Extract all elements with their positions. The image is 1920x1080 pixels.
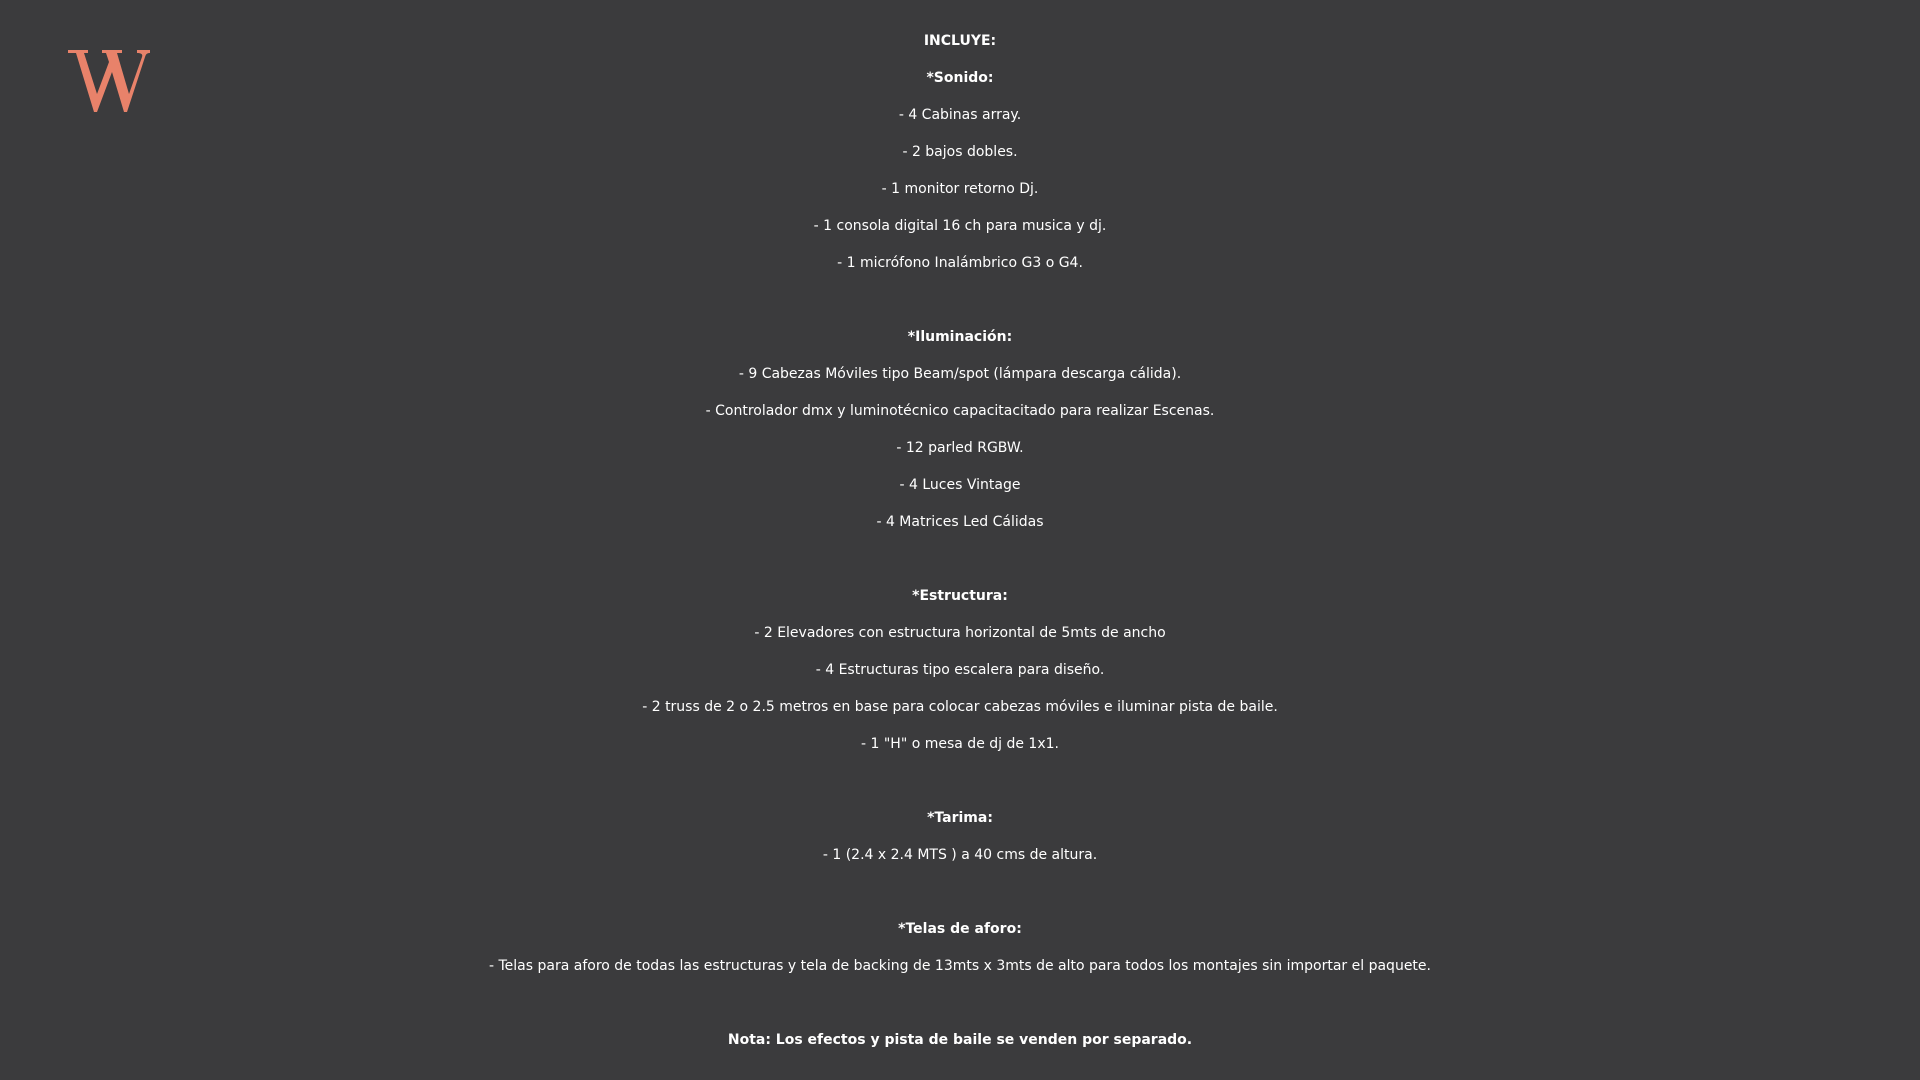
section-title: *Iluminación: xyxy=(907,329,1013,345)
section-title: *Estructura: xyxy=(912,588,1008,604)
section-sonido xyxy=(0,60,1920,282)
list-item: - 9 Cabezas Móviles tipo Beam/spot (lámpara descarga cálida). xyxy=(738,366,1182,382)
section-title: *Tarima: xyxy=(927,810,993,826)
list-item: - 4 Estructuras tipo escalera para diseño. xyxy=(815,662,1105,678)
spacer xyxy=(0,874,1920,911)
list-item: - Telas para aforo de todas las estructuras y tela de backing de 13mts x 3mts de alto para todos los montajes sin importar el paquete. xyxy=(489,958,1431,974)
list-item: - 1 consola digital 16 ch para musica y dj. xyxy=(813,218,1107,234)
list-item: - Controlador dmx y luminotécnico capacitacitado para realizar Escenas. xyxy=(705,403,1215,419)
list-item: - 2 truss de 2 o 2.5 metros en base para colocar cabezas móviles e iluminar pista de baile. xyxy=(642,699,1278,715)
list-item: - 1 "H" o mesa de dj de 1x1. xyxy=(861,736,1059,752)
section-title: *Telas de aforo: xyxy=(898,921,1022,937)
section-iluminacion xyxy=(0,319,1920,541)
section-estructura xyxy=(0,578,1920,763)
list-item: - 12 parled RGBW. xyxy=(896,440,1024,456)
section-tarima xyxy=(0,800,1920,874)
list-item: - 1 micrófono Inalámbrico G3 o G4. xyxy=(837,255,1083,271)
section-title: *Sonido: xyxy=(926,70,994,86)
list-item: - 4 Luces Vintage xyxy=(899,477,1021,493)
list-item: - 4 Cabinas array. xyxy=(898,107,1022,123)
spacer xyxy=(0,282,1920,319)
note-text: Nota: Los efectos y pista de baile se venden por separado. xyxy=(727,1032,1193,1048)
list-item: - 2 bajos dobles. xyxy=(902,144,1018,160)
heading-incluye: INCLUYE: xyxy=(923,33,997,49)
list-item: - 1 monitor retorno Dj. xyxy=(881,181,1039,197)
section-telas-de-aforo xyxy=(0,911,1920,985)
spacer xyxy=(0,763,1920,800)
list-item: - 4 Matrices Led Cálidas xyxy=(876,514,1044,530)
list-item: - 2 Elevadores con estructura horizontal de 5mts de ancho xyxy=(754,625,1166,641)
list-item: - 1 (2.4 x 2.4 MTS ) a 40 cms de altura. xyxy=(822,847,1098,863)
spacer xyxy=(0,985,1920,1022)
spacer xyxy=(0,541,1920,578)
package-contents xyxy=(0,23,1920,1059)
